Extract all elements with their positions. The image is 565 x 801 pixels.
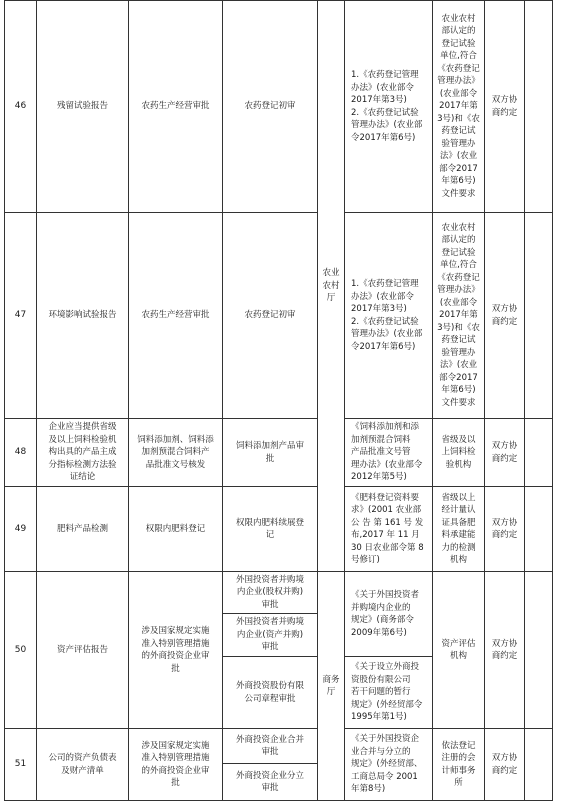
- approval-item: 涉及国家规定实施 准入特别管理措施 的外商投资企业审 批: [141, 740, 210, 788]
- method: 双方协 商约定: [491, 95, 518, 118]
- row-number: 49: [14, 523, 27, 534]
- row-number: 50: [14, 644, 27, 655]
- approval-item: 涉及国家规定实施 准入特别管理措施 的外商投资企业审 批: [141, 626, 210, 674]
- provider: 农业农村 部认定的 登记试验 单位,符合 《农药登记 管理办法》 (农业部令 2017年第 3号)和《农 药登记试 验管理办 法》(农业 部令2017 年第6号) 文件要求: [437, 222, 480, 408]
- sub-item: 农药登记初审: [244, 101, 296, 112]
- sub-item: 饲料添加剂产品审 批: [235, 441, 304, 464]
- row-number: 46: [14, 101, 27, 112]
- sub-item: 外商投资股份有限 公司章程审批: [235, 681, 304, 704]
- provider: 依法登记 注册的会 计师事务 所: [441, 740, 476, 788]
- legal-basis: 《饲料添加剂和添 加剂预混合饲料 产品批准文号管 理办法》(农业部令 2012年第5号): [351, 422, 423, 483]
- row-number: 48: [14, 447, 27, 458]
- legal-basis: 《肥料登记资料要 求》(2001 农业部 公 告 第 161 号 发 布,2017 年 11 月 30 日农业部令第 8 号修订): [351, 492, 424, 565]
- department-commerce: 商务 厅: [322, 674, 340, 697]
- approval-item: 农药生产经营审批: [141, 310, 210, 321]
- material-name: 资产评估报告: [56, 644, 108, 655]
- approval-item: 饲料添加剂、饲料添 加剂预混合饲料产 品批准文号核发: [137, 434, 214, 470]
- method: 双方协 商约定: [491, 517, 518, 540]
- material-name: 公司的资产负债表 及财产清单: [48, 753, 117, 776]
- provider: 资产评估 机构: [441, 638, 476, 661]
- sub-item: 外商投资企业分立 审批: [235, 770, 304, 793]
- legal-basis: 《关于外国投资企 业合并与分立的 规定》(外经贸部、 工商总局令 2001 年第8号): [351, 734, 423, 795]
- sub-item: 外国投资者并购境 内企业(股权并购) 审批: [235, 574, 304, 610]
- sub-item: 权限内肥料续展登 记: [235, 517, 304, 540]
- sub-item: 外国投资者并购境 内企业(资产并购) 审批: [235, 617, 304, 653]
- legal-basis: 1.《农药登记管理 办法》(农业部令 2017年第3号) 2.《农药登记试验 管理办法》(农业部 令2017年第6号): [351, 70, 423, 143]
- material-name: 环境影响试验报告: [48, 310, 117, 321]
- row-number: 47: [14, 310, 27, 321]
- department-agriculture: 农业 农村 厅: [322, 268, 340, 304]
- sub-item: 外商投资企业合并 审批: [235, 734, 304, 757]
- material-name: 肥料产品检测: [56, 523, 108, 534]
- material-name: 残留试验报告: [56, 101, 108, 112]
- method: 双方协 商约定: [491, 304, 518, 327]
- method: 双方协 商约定: [491, 753, 518, 776]
- approval-item: 权限内肥料登记: [145, 523, 206, 534]
- provider: 省级以上 经计量认 证具备肥 料承建能 力的检测 机构: [441, 492, 476, 565]
- material-name: 企业应当提供省级 及以上饲料检验机 构出具的产品主成 分指标检测方法验 证结论: [48, 422, 117, 483]
- approval-item: 农药生产经营审批: [141, 101, 210, 112]
- sub-item: 农药登记初审: [244, 310, 296, 321]
- legal-basis: 《关于外国投资者 并购境内企业的 规定》(商务部令 2009年第6号): [351, 590, 420, 638]
- provider: 农业农村 部认定的 登记试验 单位,符合 《农药登记 管理办法》 (农业部令 2017年第 3号)和《农 药登记试 验管理办 法》(农业 部令2017 年第6号) 文件要求: [437, 13, 480, 199]
- legal-basis: 《关于设立外商投 资股份有限公司 若干问题的暂行 规定》(外经贸部令 1995年第1号): [351, 662, 423, 723]
- provider: 省级及以 上饲料检 验机构: [441, 434, 476, 470]
- row-number: 51: [14, 759, 27, 770]
- method: 双方协 商约定: [491, 638, 518, 661]
- method: 双方协 商约定: [491, 441, 518, 464]
- legal-basis: 1.《农药登记管理 办法》(农业部令 2017年第3号) 2.《农药登记试验 管理办法》(农业部 令2017年第6号): [351, 279, 423, 352]
